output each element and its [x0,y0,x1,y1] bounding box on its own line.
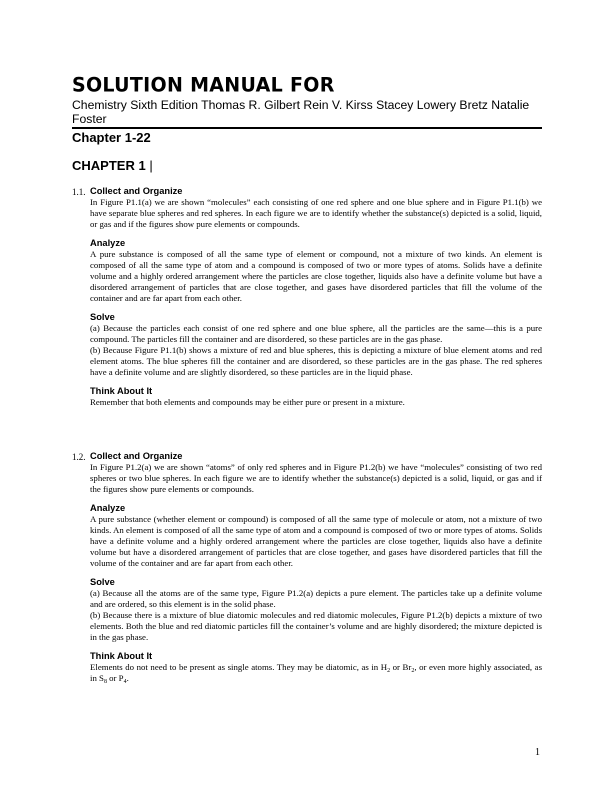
analyze-text: A pure substance (whether element or compound) is composed of all the same type of molecule or atom, not a mixture of two kinds. An element is composed of all the same type of atom and a compound is composed of two or more types of atoms. Solids have a definite volume and a highly ordered arrangement where the particles are close together, liquids also have a definite volume but have a disordered arrangement of particles that are close together, and gases have disordered particles that fill the volume of the container and are far apart from each other. [90,513,542,569]
problem-number: 1.2. [72,452,86,462]
document-title: SOLUTION MANUAL FOR [72,73,335,97]
think-text: Remember that both elements and compounds may be either pure or present in a mixture. [90,396,405,407]
analyze-text: A pure substance is composed of all the same type of element or compound, not a mixture of two kinds. An element is composed of all the same type of atom and a compound is composed of two or more types of atoms. Solids have a definite volume and a highly ordered arrangement where the particles are close together, liquids also have a definite volume but have a disordered arrangement of particles that are close together, and gases have disordered particles that fill the volume of the container and are far apart from each other. [90,248,542,304]
think-heading: Think About It [90,385,153,396]
chapter-heading-bar: | [149,158,153,173]
solve-part-a: (a) Because the particles each consist of one red sphere and one blue sphere, all the particles are the same—this is a pure compound. The particles fill the container and are disordered, so these particles are in the gas phase. [90,322,542,344]
analyze-heading: Analyze [90,502,126,513]
think-text-part: or Br [390,661,412,672]
think-text-part: Elements do not need to be present as single atoms. They may be diatomic, as in H [90,661,388,672]
collect-heading: Collect and Organize [90,451,183,461]
think-text [90,662,542,684]
problem-1-2 [72,451,542,684]
solve-part-a: (a) Because all the atoms are of the same type, Figure P1.2(a) depicts a pure element. The particles take up a definite volume and are ordered, so this element is in the solid phase. [90,587,542,609]
subscript: 4 [123,678,127,685]
title-divider [72,127,542,129]
think-text-part: or P [106,672,124,683]
book-subtitle: Chemistry Sixth Edition Thomas R. Gilbert Rein V. Kirss Stacey Lowery Bretz Natalie Foster [72,98,530,126]
chapter-heading [72,158,153,173]
solve-heading: Solve [90,311,115,322]
think-text-part: , or even more highly associated, as in S [90,661,542,683]
collect-text: In Figure P1.1(a) we are shown “molecules” each consisting of one red sphere and one blue sphere and in Figure P1.1(b) we have separate blue spheres and red spheres. In each figure we are to identify whether the substance(s) depicted is a solid, liquid, or gas and if the figures show pure elements or compounds. [90,197,542,230]
problem-number: 1.1. [72,187,86,197]
solve-heading: Solve [90,576,115,587]
solve-part-b: (b) Because there is a mixture of blue diatomic molecules and red diatomic molecules, Figure P1.2(b) depicts a mixture of two elements. Both the blue and red diatomic particles fill the container’s volume and are highly disordered; the mixture depicted is in the gas phase. [90,610,542,643]
think-text-part: . [126,672,129,683]
chapter-range: Chapter 1-22 [72,130,151,145]
subscript: 2 [387,667,391,674]
analyze-heading: Analyze [90,237,126,248]
page-number: 1 [535,747,540,758]
subscript: 2 [411,667,415,674]
subscript: 8 [103,678,107,685]
collect-heading: Collect and Organize [90,186,183,196]
chapter-heading-text: CHAPTER 1 [72,158,146,173]
problem-1-1 [72,186,542,408]
think-heading: Think About It [90,650,153,661]
solve-part-b: (b) Because Figure P1.1(b) shows a mixture of red and blue spheres, this is depicting a mixture of blue element atoms and red element atoms. The blue spheres fill the container and are disordered, so these particles are in the gas phase. The red spheres have a definite volume and are slightly disordered, so these particles are in the liquid phase. [90,345,542,378]
collect-text: In Figure P1.2(a) we are shown “atoms” of only red spheres and in Figure P1.2(b) we have “molecules” consisting of two red spheres or two blue spheres. In each figure we are to identify whether the substance(s) depicted is a solid, liquid, or gas and if the figures show pure elements or compounds. [90,462,542,495]
